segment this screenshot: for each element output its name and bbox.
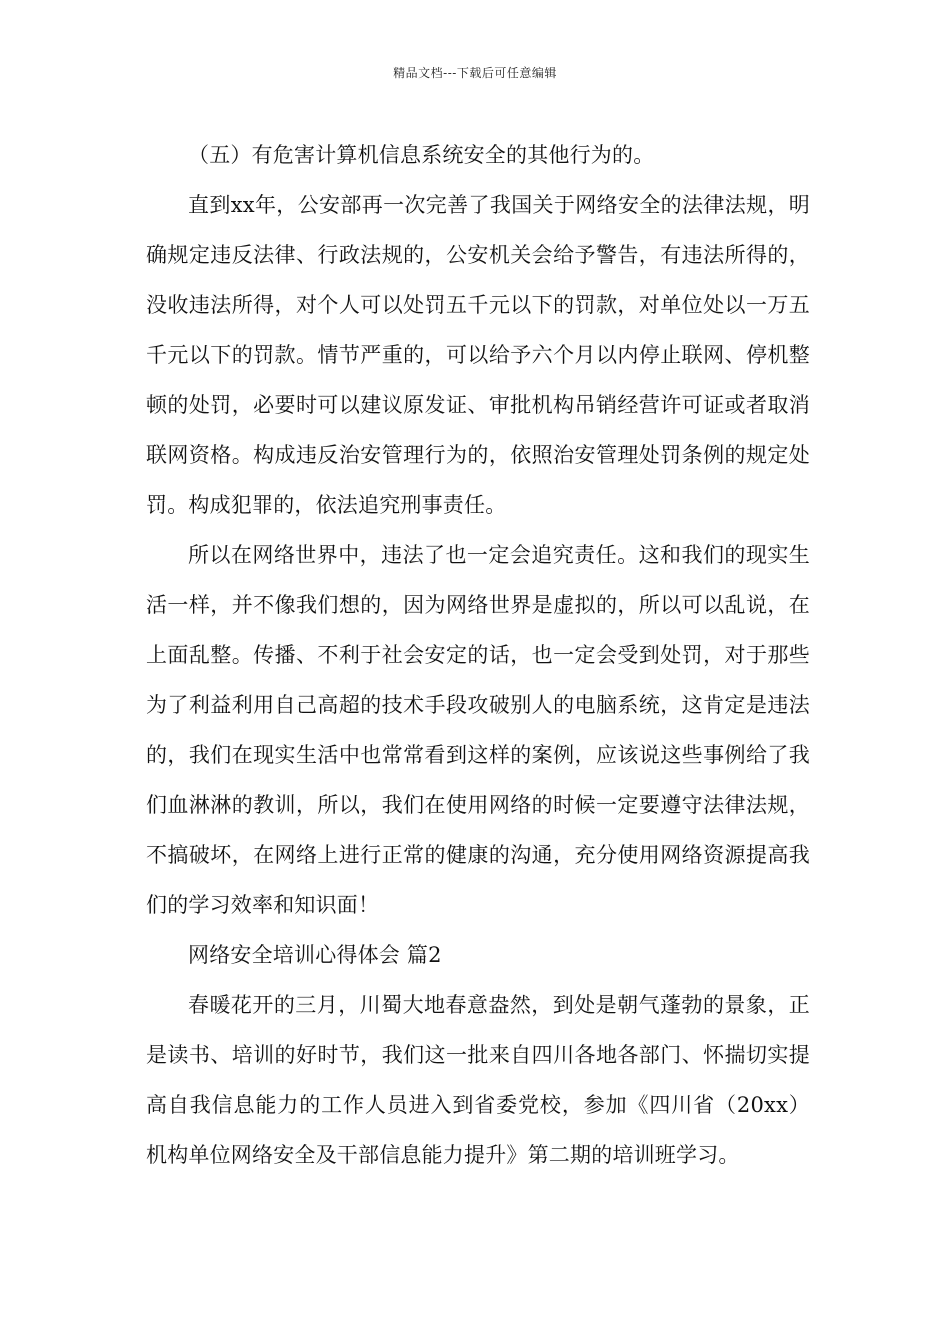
- paragraph-legal-update: 直到xx年，公安部再一次完善了我国关于网络安全的法律法规，明确规定违反法律、行政法规的，公安机关会给予警告，有违法所得的，没收违法所得，对个人可以处罚五千元以下的罚款，对单位处以一万五千元以下的罚款。情节严重的，可以给予六个月以内停止联网、停机整顿的处罚，必要时可以建议原发证、审批机构吊销经营许可证或者取消联网资格。构成违反治安管理行为的，依照治安管理处罚条例的规定处罚。构成犯罪的，依法追究刑事责任。: [146, 193, 810, 517]
- paragraph-training-intro: 春暖花开的三月，川蜀大地春意盎然，到处是朝气蓬勃的景象，正是读书、培训的好时节，我们这一批来自四川各地各部门、怀揣切实提高自我信息能力的工作人员进入到省委党校，参加《四川省（20xx）机构单位网络安全及干部信息能力提升》第二期的培训班学习。: [146, 993, 810, 1167]
- paragraph-responsibility: 所以在网络世界中，违法了也一定会追究责任。这和我们的现实生活一样，并不像我们想的，因为网络世界是虚拟的，所以可以乱说，在上面乱整。传播、不利于社会安定的话，也一定会受到处罚，对于那些为了利益利用自己高超的技术手段攻破别人的电脑系统，这肯定是违法的，我们在现实生活中也常常看到这样的案例，应该说这些事例给了我们血淋淋的教训，所以，我们在使用网络的时候一定要遵守法律法规，不搞破坏，在网络上进行正常的健康的沟通，充分使用网络资源提高我们的学习效率和知识面！: [146, 543, 810, 917]
- page-header: 精品文档---下载后可任意编辑: [393, 66, 557, 80]
- paragraph-item-5: （五）有危害计算机信息系统安全的其他行为的。: [188, 143, 655, 167]
- document-body: [146, 130, 810, 1180]
- section-title: 网络安全培训心得体会 篇2: [188, 943, 442, 967]
